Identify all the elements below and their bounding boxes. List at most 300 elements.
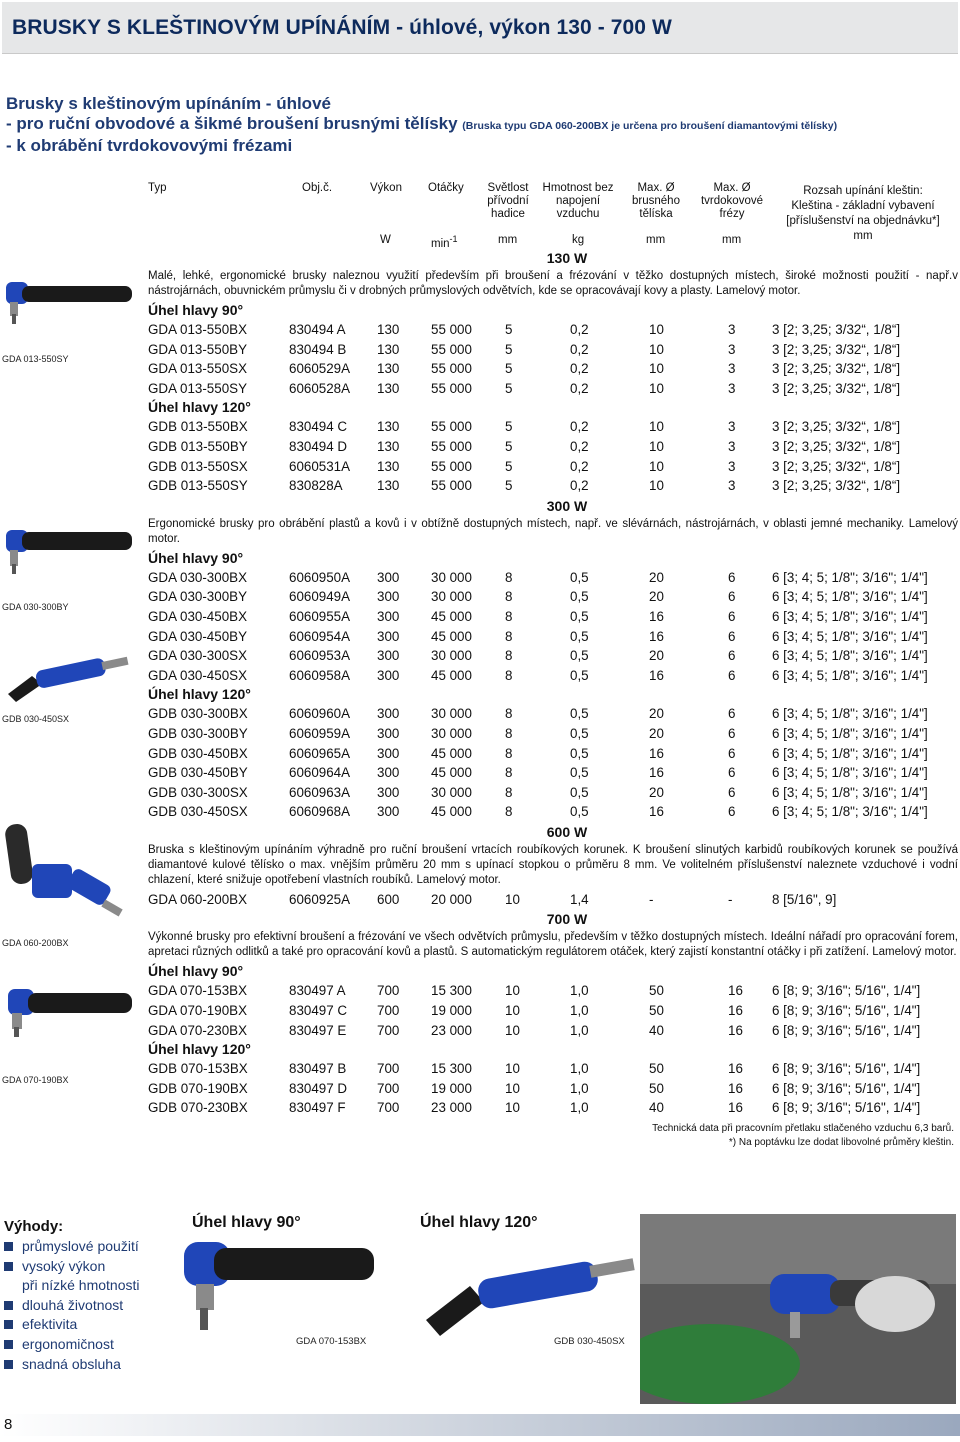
advantage-text: při nízké hmotnosti <box>22 1277 140 1294</box>
cell-max-wheel: 20 <box>649 589 664 605</box>
cell-order-no: 830828A <box>289 478 343 494</box>
cell-type: GDA 030-450BY <box>148 628 248 644</box>
cell-max-cutter: 6 <box>728 725 736 741</box>
cell-power: 130 <box>377 322 400 337</box>
cell-power: 300 <box>377 628 400 644</box>
cell-power: 300 <box>377 745 400 761</box>
cell-hose: 10 <box>505 1100 520 1116</box>
angle-grinder-90-image <box>2 985 134 1047</box>
cell-order-no: 830497 E <box>289 1022 347 1038</box>
cell-order-no: 6060950A <box>289 569 351 585</box>
section-700-desc: Výkonné brusky pro efektivní broušení a frézování ve všech odvětvích průmyslu, především v těžko dostupných místech. Ideální nářadí pro opracování forem, apretaci různých odlitků a také pro opracování kovů a plastů. S automatickým regulátorem otáček, který zajistí konstantní otáčky i při zatížení. Lamelový motor. <box>148 931 958 959</box>
table-row <box>148 320 958 340</box>
side-caption-3: GDB 030-450SX <box>2 714 70 724</box>
cell-order-no: 830497 F <box>289 1100 346 1116</box>
cell-max-cutter: 6 <box>728 569 736 585</box>
group-300-120: Úhel hlavy 120° <box>148 686 251 703</box>
angle-grinder-120-image <box>2 650 134 704</box>
cell-weight: 0,2 <box>570 419 589 435</box>
cell-max-wheel: 20 <box>649 648 664 664</box>
intro-line-2: - pro ruční obvodové a šikmé broušení brusnými tělísky <box>6 114 458 133</box>
group-700-90: Úhel hlavy 90° <box>148 963 244 980</box>
cell-max-cutter: 6 <box>728 765 736 781</box>
cell-collet-range: 8 [5/16", 9] <box>772 891 837 907</box>
cell-hose: 5 <box>505 322 513 337</box>
cell-speed: 45 000 <box>431 765 472 781</box>
cell-max-wheel: 10 <box>649 361 664 377</box>
table-row <box>148 666 958 686</box>
cell-hose: 10 <box>505 1080 520 1096</box>
advantages <box>4 1218 164 1374</box>
section-130-title: 130 W <box>546 250 588 266</box>
cell-type: GDA 060-200BX <box>148 891 248 907</box>
cell-hose: 8 <box>505 569 513 585</box>
cell-order-no: 6060925A <box>289 891 351 907</box>
table-row <box>148 437 958 457</box>
cell-hose: 8 <box>505 725 513 741</box>
cell-order-no: 830497 C <box>289 1003 348 1019</box>
bullet-square-icon <box>4 1340 13 1349</box>
cell-power: 130 <box>377 478 400 494</box>
section-600-desc: Bruska s kleštinovým upínáním výhradně pro ruční broušení vrtacích roubíkových korunek. K broušení slinutých karbidů roubíkových korunek se používá diamantové kulové tělísko o max. vnějším průměru 20 mm s upínací stopkou o průměru 8 mm. Ve volitelném příslušenství naleznete vzduchové i vodní chlazení, které snižuje opotřebení vlastních roubíků. Lamelový motor. <box>148 843 958 886</box>
cell-max-wheel: 10 <box>649 322 664 337</box>
cell-order-no: 830497 D <box>289 1080 348 1096</box>
cell-power: 130 <box>377 419 400 435</box>
cell-power: 300 <box>377 608 400 624</box>
rows-700-120 <box>148 1059 958 1118</box>
section-300-desc: Ergonomické brusky pro obrábění plastů a kovů i v obtížně dostupných místech, např. ve slévárnách, nástrojárnách, v oblasti jemné mechaniky. Lamelový motor. <box>148 517 958 545</box>
cell-order-no: 6060959A <box>289 725 351 741</box>
cell-speed: 55 000 <box>431 438 472 454</box>
bullet-square-icon <box>4 1262 13 1271</box>
cell-power: 300 <box>377 706 400 722</box>
cell-weight: 0,5 <box>570 804 589 820</box>
header-max-frez: Max. Ø tvrdokovové frézy <box>700 182 763 220</box>
cell-collet-range: 3 [2; 3,25; 3/32“, 1/8“] <box>772 458 901 474</box>
cell-speed: 45 000 <box>431 804 472 820</box>
footnote <box>148 1122 958 1150</box>
table-row <box>148 1021 958 1041</box>
cell-weight: 0,2 <box>570 341 589 357</box>
cell-max-wheel: 10 <box>649 478 664 494</box>
bottom-head-120: Úhel hlavy 120° <box>420 1214 538 1231</box>
cell-hose: 8 <box>505 745 513 761</box>
cell-max-wheel: 50 <box>649 1061 664 1077</box>
cell-type: GDA 070-153BX <box>148 983 248 999</box>
cell-collet-range: 6 [8; 9; 3/16"; 5/16", 1/4"] <box>772 1003 921 1019</box>
cell-weight: 0,5 <box>570 628 589 644</box>
cell-collet-range: 6 [3; 4; 5; 1/8"; 3/16"; 1/4"] <box>772 725 928 741</box>
cell-max-wheel: 10 <box>649 419 664 435</box>
cell-collet-range: 3 [2; 3,25; 3/32“, 1/8“] <box>772 478 901 494</box>
cell-collet-range: 6 [3; 4; 5; 1/8"; 3/16"; 1/4"] <box>772 648 928 664</box>
bottom-caption-120: GDB 030-450SX <box>554 1336 625 1347</box>
unit-mm-1: mm <box>498 234 518 246</box>
group-130-120: Úhel hlavy 120° <box>148 399 251 416</box>
cell-collet-range: 3 [2; 3,25; 3/32“, 1/8“] <box>772 380 901 396</box>
cell-type: GDB 030-300SX <box>148 784 248 800</box>
cell-hose: 8 <box>505 706 513 722</box>
cell-max-cutter: 16 <box>728 1080 743 1096</box>
cell-weight: 0,2 <box>570 438 589 454</box>
bullet-square-icon <box>4 1242 13 1251</box>
cell-type: GDB 013-550SY <box>148 478 248 494</box>
footnote-1: Technická data při pracovním přetlaku stlačeného vzduchu 6,3 barů. <box>652 1123 954 1135</box>
cell-max-wheel: 16 <box>649 628 664 644</box>
cell-max-cutter: 6 <box>728 589 736 605</box>
cell-weight: 0,2 <box>570 380 589 396</box>
cell-power: 300 <box>377 765 400 781</box>
cell-order-no: 830494 A <box>289 322 346 337</box>
section-300-title: 300 W <box>546 497 588 514</box>
angle-grinder-90-photo <box>170 1240 380 1340</box>
cell-max-wheel: 16 <box>649 804 664 820</box>
header-vykon: Výkon <box>370 182 402 194</box>
cell-max-wheel: 20 <box>649 784 664 800</box>
intro <box>6 94 956 156</box>
cell-max-cutter: 16 <box>728 1022 743 1038</box>
unit-w: W <box>380 234 391 246</box>
rows-700-90 <box>148 981 958 1040</box>
cell-max-wheel: 10 <box>649 341 664 357</box>
table-row <box>148 1001 958 1021</box>
side-caption-1: GDA 013-550SY <box>2 354 69 364</box>
side-caption-5: GDA 070-190BX <box>2 1075 69 1085</box>
cell-collet-range: 6 [8; 9; 3/16"; 5/16", 1/4"] <box>772 1080 921 1096</box>
cell-speed: 55 000 <box>431 380 472 396</box>
cell-speed: 30 000 <box>431 706 472 722</box>
cell-weight: 0,5 <box>570 765 589 781</box>
cell-hose: 10 <box>505 1003 520 1019</box>
table-row <box>148 890 958 910</box>
cell-order-no: 830494 C <box>289 419 348 435</box>
table-row <box>148 627 958 647</box>
cell-power: 130 <box>377 361 400 377</box>
cell-collet-range: 3 [2; 3,25; 3/32“, 1/8“] <box>772 322 901 337</box>
cell-collet-range: 6 [8; 9; 3/16"; 5/16", 1/4"] <box>772 1022 921 1038</box>
advantage-item <box>4 1355 164 1375</box>
cell-collet-range: 6 [3; 4; 5; 1/8"; 3/16"; 1/4"] <box>772 706 928 722</box>
cell-collet-range: 6 [3; 4; 5; 1/8"; 3/16"; 1/4"] <box>772 765 928 781</box>
cell-type: GDA 013-550SX <box>148 361 248 377</box>
bottom-caption-90: GDA 070-153BX <box>296 1336 367 1347</box>
cell-power: 300 <box>377 667 400 683</box>
advantages-title: Výhody: <box>4 1218 64 1235</box>
cell-order-no: 6060968A <box>289 804 351 820</box>
rows-300-120 <box>148 704 958 822</box>
cell-hose: 8 <box>505 667 513 683</box>
cell-weight: 0,5 <box>570 608 589 624</box>
cell-max-cutter: 3 <box>728 380 736 396</box>
section-700-title: 700 W <box>546 911 588 928</box>
section-600-title: 600 W <box>546 823 588 840</box>
intro-line-1: Brusky s kleštinovým upínáním - úhlové <box>6 94 331 113</box>
advantage-text: ergonomičnost <box>22 1335 114 1352</box>
cell-speed: 30 000 <box>431 589 472 605</box>
cell-power: 600 <box>377 891 400 907</box>
cell-collet-range: 6 [3; 4; 5; 1/8"; 3/16"; 1/4"] <box>772 745 928 761</box>
cell-power: 130 <box>377 380 400 396</box>
cell-max-cutter: 3 <box>728 438 736 454</box>
table-row <box>148 704 958 724</box>
cell-max-cutter: 6 <box>728 784 736 800</box>
cell-max-cutter: 3 <box>728 419 736 435</box>
usage-photo <box>640 1214 956 1404</box>
cell-weight: 1,0 <box>570 1100 589 1116</box>
cell-power: 700 <box>377 1022 400 1038</box>
cell-max-wheel: 50 <box>649 1003 664 1019</box>
cell-weight: 1,0 <box>570 1003 589 1019</box>
header-max-brus: Max. Ø brusného tělíska <box>632 182 680 220</box>
cell-type: GDA 030-300BY <box>148 589 248 605</box>
cell-order-no: 6060965A <box>289 745 351 761</box>
cell-max-wheel: 50 <box>649 983 664 999</box>
cell-type: GDA 070-230BX <box>148 1022 248 1038</box>
cell-hose: 5 <box>505 380 513 396</box>
page-title: BRUSKY S KLEŠTINOVÝM UPÍNÁNÍM - úhlové, výkon 130 - 700 W <box>12 16 672 39</box>
header-rozsah <box>770 184 956 244</box>
group-130-90: Úhel hlavy 90° <box>148 302 244 318</box>
cell-weight: 1,0 <box>570 983 589 999</box>
cell-weight: 0,5 <box>570 706 589 722</box>
table-row <box>148 1098 958 1118</box>
product-image-gdb030 <box>2 650 134 730</box>
cell-type: GDB 030-300BY <box>148 725 248 741</box>
cell-type: GDA 030-300SX <box>148 648 248 664</box>
header-rozsah-3: [příslušenství na objednávku*] <box>786 215 940 227</box>
cell-type: GDB 013-550BY <box>148 438 248 454</box>
cell-type: GDB 030-450BY <box>148 765 248 781</box>
advantages-list <box>4 1237 164 1374</box>
header-rozsah-2: Kleština - základní vybavení <box>791 200 935 212</box>
table-row <box>148 1059 958 1079</box>
cell-order-no: 6060958A <box>289 667 351 683</box>
cell-weight: 0,5 <box>570 648 589 664</box>
cell-hose: 5 <box>505 419 513 435</box>
cell-max-wheel: 16 <box>649 765 664 781</box>
cell-hose: 5 <box>505 458 513 474</box>
cell-collet-range: 3 [2; 3,25; 3/32“, 1/8“] <box>772 341 901 357</box>
table-row <box>148 417 958 437</box>
cell-speed: 55 000 <box>431 341 472 357</box>
angle-grinder-120-photo <box>420 1240 640 1340</box>
cell-speed: 19 000 <box>431 1080 472 1096</box>
cell-hose: 8 <box>505 608 513 624</box>
header-svetlost: Světlost přívodní hadice <box>487 182 529 220</box>
table-row <box>148 646 958 666</box>
rows-130-90 <box>148 320 958 398</box>
cell-collet-range: 6 [3; 4; 5; 1/8"; 3/16"; 1/4"] <box>772 569 928 585</box>
cell-type: GDB 013-550BX <box>148 419 248 435</box>
cell-collet-range: 6 [8; 9; 3/16"; 5/16", 1/4"] <box>772 1100 921 1116</box>
header-rozsah-1: Rozsah upínání kleštin: <box>803 185 923 197</box>
cell-power: 700 <box>377 1061 400 1077</box>
cell-order-no: 6060953A <box>289 648 351 664</box>
cell-collet-range: 6 [3; 4; 5; 1/8"; 3/16"; 1/4"] <box>772 804 928 820</box>
cell-type: GDB 070-190BX <box>148 1080 248 1096</box>
cell-collet-range: 6 [8; 9; 3/16"; 5/16", 1/4"] <box>772 983 921 999</box>
cell-max-wheel: 40 <box>649 1022 664 1038</box>
cell-max-wheel: 20 <box>649 569 664 585</box>
cell-order-no: 6060954A <box>289 628 351 644</box>
cell-max-cutter: 6 <box>728 648 736 664</box>
cell-power: 300 <box>377 648 400 664</box>
cell-max-wheel: 16 <box>649 745 664 761</box>
cell-hose: 5 <box>505 361 513 377</box>
cell-weight: 0,5 <box>570 569 589 585</box>
cell-hose: 8 <box>505 784 513 800</box>
cell-max-cutter: 16 <box>728 1061 743 1077</box>
cell-max-wheel: 20 <box>649 706 664 722</box>
section-130-desc: Malé, lehké, ergonomické brusky naleznou využití především při broušení a frézování v těžko dostupných místech, široké možnosti použití - např.v nástrojárnách, obuvnickém průmyslu či v drobných průmyslových odvětvích, kde se opracovávají kovy a plasty. Lamelový motor. <box>148 270 958 297</box>
table-header <box>148 178 958 268</box>
unit-mm-2: mm <box>646 234 666 246</box>
cell-power: 300 <box>377 725 400 741</box>
cell-max-cutter: 3 <box>728 361 736 377</box>
cell-hose: 10 <box>505 891 520 907</box>
advantage-item <box>4 1257 164 1277</box>
group-700-120: Úhel hlavy 120° <box>148 1041 251 1058</box>
cell-order-no: 6060528A <box>289 380 351 396</box>
cell-order-no: 6060963A <box>289 784 351 800</box>
product-image-gda013 <box>2 278 134 368</box>
cell-power: 130 <box>377 458 400 474</box>
cell-weight: 0,5 <box>570 725 589 741</box>
cell-type: GDB 070-153BX <box>148 1061 248 1077</box>
cell-type: GDA 030-300BX <box>148 569 248 585</box>
advantage-text: dlouhá životnost <box>22 1296 124 1313</box>
cell-speed: 30 000 <box>431 725 472 741</box>
cell-collet-range: 3 [2; 3,25; 3/32“, 1/8“] <box>772 419 901 435</box>
cell-type: GDA 030-450BX <box>148 608 248 624</box>
table-row <box>148 744 958 764</box>
advantage-text: snadná obsluha <box>22 1355 121 1372</box>
cell-collet-range: 6 [3; 4; 5; 1/8"; 3/16"; 1/4"] <box>772 589 928 605</box>
cell-max-wheel: 50 <box>649 1080 664 1096</box>
cell-weight: 0,2 <box>570 322 589 337</box>
cell-max-wheel: 10 <box>649 458 664 474</box>
intro-line-3: - k obrábění tvrdokovovými frézami <box>6 136 293 155</box>
header-unit-mm4: mm <box>853 230 873 242</box>
advantage-item <box>4 1276 164 1296</box>
cell-order-no: 830497 A <box>289 983 346 999</box>
cell-order-no: 6060964A <box>289 765 351 781</box>
cell-max-cutter: 3 <box>728 341 736 357</box>
table-row <box>148 763 958 783</box>
bullet-square-icon <box>4 1301 13 1310</box>
cell-speed: 45 000 <box>431 667 472 683</box>
table-row <box>148 568 958 588</box>
unit-min-text: min <box>431 237 450 250</box>
advantage-item <box>4 1335 164 1355</box>
cell-max-cutter: 3 <box>728 478 736 494</box>
table-row <box>148 607 958 627</box>
cell-max-cutter: 6 <box>728 804 736 820</box>
cell-collet-range: 6 [3; 4; 5; 1/8"; 3/16"; 1/4"] <box>772 628 928 644</box>
cell-weight: 0,5 <box>570 745 589 761</box>
cell-hose: 5 <box>505 438 513 454</box>
cell-type: GDA 070-190BX <box>148 1003 248 1019</box>
unit-mm-3: mm <box>722 234 742 246</box>
header-obj: Obj.č. <box>302 182 333 194</box>
cell-hose: 8 <box>505 589 513 605</box>
bullet-square-icon <box>4 1320 13 1329</box>
title-bar <box>2 2 958 54</box>
cell-type: GDB 030-450SX <box>148 804 248 820</box>
table-row <box>148 379 958 399</box>
cell-max-cutter: - <box>728 891 733 907</box>
cell-power: 130 <box>377 341 400 357</box>
unit-kg: kg <box>572 234 585 246</box>
cell-speed: 45 000 <box>431 745 472 761</box>
cell-speed: 55 000 <box>431 419 472 435</box>
cell-max-wheel: 20 <box>649 725 664 741</box>
header-typ: Typ <box>148 182 167 194</box>
cell-weight: 1,4 <box>570 891 589 907</box>
cell-hose: 8 <box>505 628 513 644</box>
cell-power: 700 <box>377 983 400 999</box>
cell-speed: 55 000 <box>431 361 472 377</box>
cell-order-no: 6060949A <box>289 589 351 605</box>
cell-power: 300 <box>377 589 400 605</box>
cell-power: 130 <box>377 438 400 454</box>
cell-collet-range: 6 [3; 4; 5; 1/8"; 3/16"; 1/4"] <box>772 784 928 800</box>
cell-collet-range: 3 [2; 3,25; 3/32“, 1/8“] <box>772 438 901 454</box>
cell-type: GDB 030-300BX <box>148 706 248 722</box>
cell-speed: 45 000 <box>431 608 472 624</box>
advantage-item <box>4 1237 164 1257</box>
cell-weight: 0,2 <box>570 478 589 494</box>
cell-speed: 30 000 <box>431 648 472 664</box>
advantage-text: vysoký výkon <box>22 1257 106 1274</box>
cell-order-no: 830497 B <box>289 1061 347 1077</box>
cell-hose: 8 <box>505 765 513 781</box>
cell-speed: 15 300 <box>431 983 472 999</box>
cell-collet-range: 3 [2; 3,25; 3/32“, 1/8“] <box>772 361 901 377</box>
cell-type: GDB 013-550SX <box>148 458 248 474</box>
rows-300-90 <box>148 568 958 686</box>
unit-min <box>431 234 458 250</box>
footnote-2: *) Na poptávku lze dodat libovolné průměry kleštin. <box>728 1137 954 1149</box>
cell-weight: 0,5 <box>570 667 589 683</box>
cell-max-wheel: 10 <box>649 438 664 454</box>
advantage-item <box>4 1315 164 1335</box>
cell-hose: 10 <box>505 1022 520 1038</box>
cell-hose: 10 <box>505 983 520 999</box>
side-caption-4: GDA 060-200BX <box>2 938 69 948</box>
table-row <box>148 783 958 803</box>
table-row <box>148 476 958 496</box>
cell-type: GDA 030-450SX <box>148 667 248 683</box>
cell-collet-range: 6 [3; 4; 5; 1/8"; 3/16"; 1/4"] <box>772 608 928 624</box>
cell-power: 300 <box>377 569 400 585</box>
table-row <box>148 457 958 477</box>
cell-power: 300 <box>377 784 400 800</box>
cell-type: GDB 030-450BX <box>148 745 248 761</box>
product-image-gda070 <box>2 985 134 1085</box>
cell-hose: 8 <box>505 804 513 820</box>
cell-hose: 5 <box>505 341 513 357</box>
header-otacky: Otáčky <box>428 182 464 194</box>
cell-max-wheel: - <box>649 891 654 907</box>
cell-speed: 20 000 <box>431 891 472 907</box>
cell-max-cutter: 16 <box>728 1003 743 1019</box>
cell-max-wheel: 16 <box>649 667 664 683</box>
cell-max-wheel: 16 <box>649 608 664 624</box>
cell-max-cutter: 16 <box>728 1100 743 1116</box>
cell-speed: 55 000 <box>431 478 472 494</box>
cell-collet-range: 6 [3; 4; 5; 1/8"; 3/16"; 1/4"] <box>772 667 928 683</box>
